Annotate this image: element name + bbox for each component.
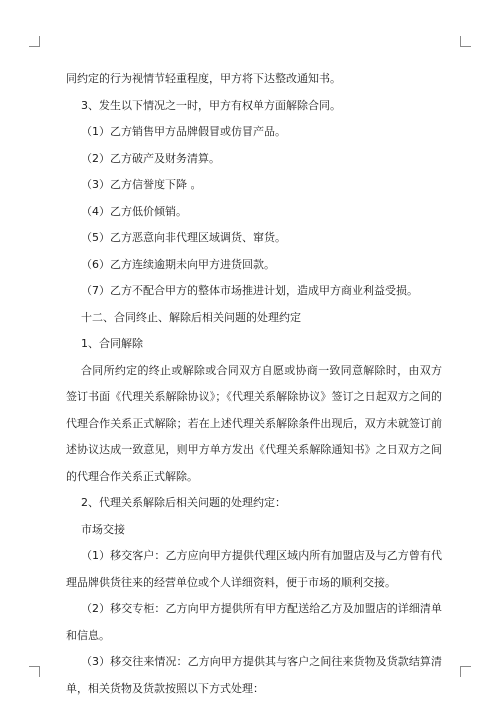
crop-mark-top-right [460, 36, 471, 47]
subsection-2-heading: 2、代理关系解除后相关问题的处理约定： [81, 496, 286, 509]
clause-3-heading: 3、发生以下情况之一时，甲方有权单方面解除合同。 [81, 98, 341, 112]
text-line: 同约定的行为视情节轻重程度，甲方将下达整改通知书。 [66, 72, 341, 85]
crop-mark-bottom-right [460, 666, 471, 677]
section-12-heading: 十二、合同终止、解除后相关问题的处理约定 [81, 310, 301, 324]
list-item: （7）乙方不配合甲方的整体市场推进计划，造成甲方商业利益受损。 [81, 284, 418, 297]
list-item: （1）乙方销售甲方品牌假冒或仿冒产品。 [81, 125, 286, 138]
subsection-1-heading: 1、合同解除 [81, 337, 143, 350]
handover-item-accounts: （3）移交往来情况：乙方向甲方提供其与客户之间往来货物及货款结算清单，相关货物及货款按照以下方式处理： [66, 655, 442, 695]
handover-item-counters: （2）移交专柜：乙方向甲方提供所有甲方配送给乙方及加盟店的详细清单和信息。 [66, 602, 442, 642]
market-handover-heading: 市场交接 [81, 522, 125, 536]
list-item: （5）乙方恶意向非代理区域调货、窜货。 [81, 231, 286, 244]
list-item: （6）乙方连续逾期未向甲方进货回款。 [81, 257, 275, 271]
list-item: （4）乙方低价倾销。 [81, 204, 187, 218]
document-body [66, 66, 442, 702]
list-item: （2）乙方破产及财务清算。 [81, 151, 220, 165]
crop-mark-top-left [29, 36, 40, 47]
crop-mark-bottom-left [29, 666, 40, 677]
handover-item-customers: （1）移交客户：乙方应向甲方提供代理区域内所有加盟店及与乙方曾有代理品牌供货往来的经营单位或个人详细资料，便于市场的顺利交接。 [66, 549, 442, 589]
list-item: （3）乙方信誉度下降 。 [81, 178, 202, 191]
termination-paragraph: 合同所约定的终止或解除或合同双方自愿或协商一致同意解除时，由双方签订书面《代理关系解除协议》；《代理关系解除协议》签订之日起双方之间的代理合作关系正式解除；若在上述代理关系解除条件出现后，双方未就签订前述协议达成一致意见，则甲方单方发出《代理关系解除通知书》之日双方之间的代理合作关系正式解除。 [66, 363, 442, 483]
